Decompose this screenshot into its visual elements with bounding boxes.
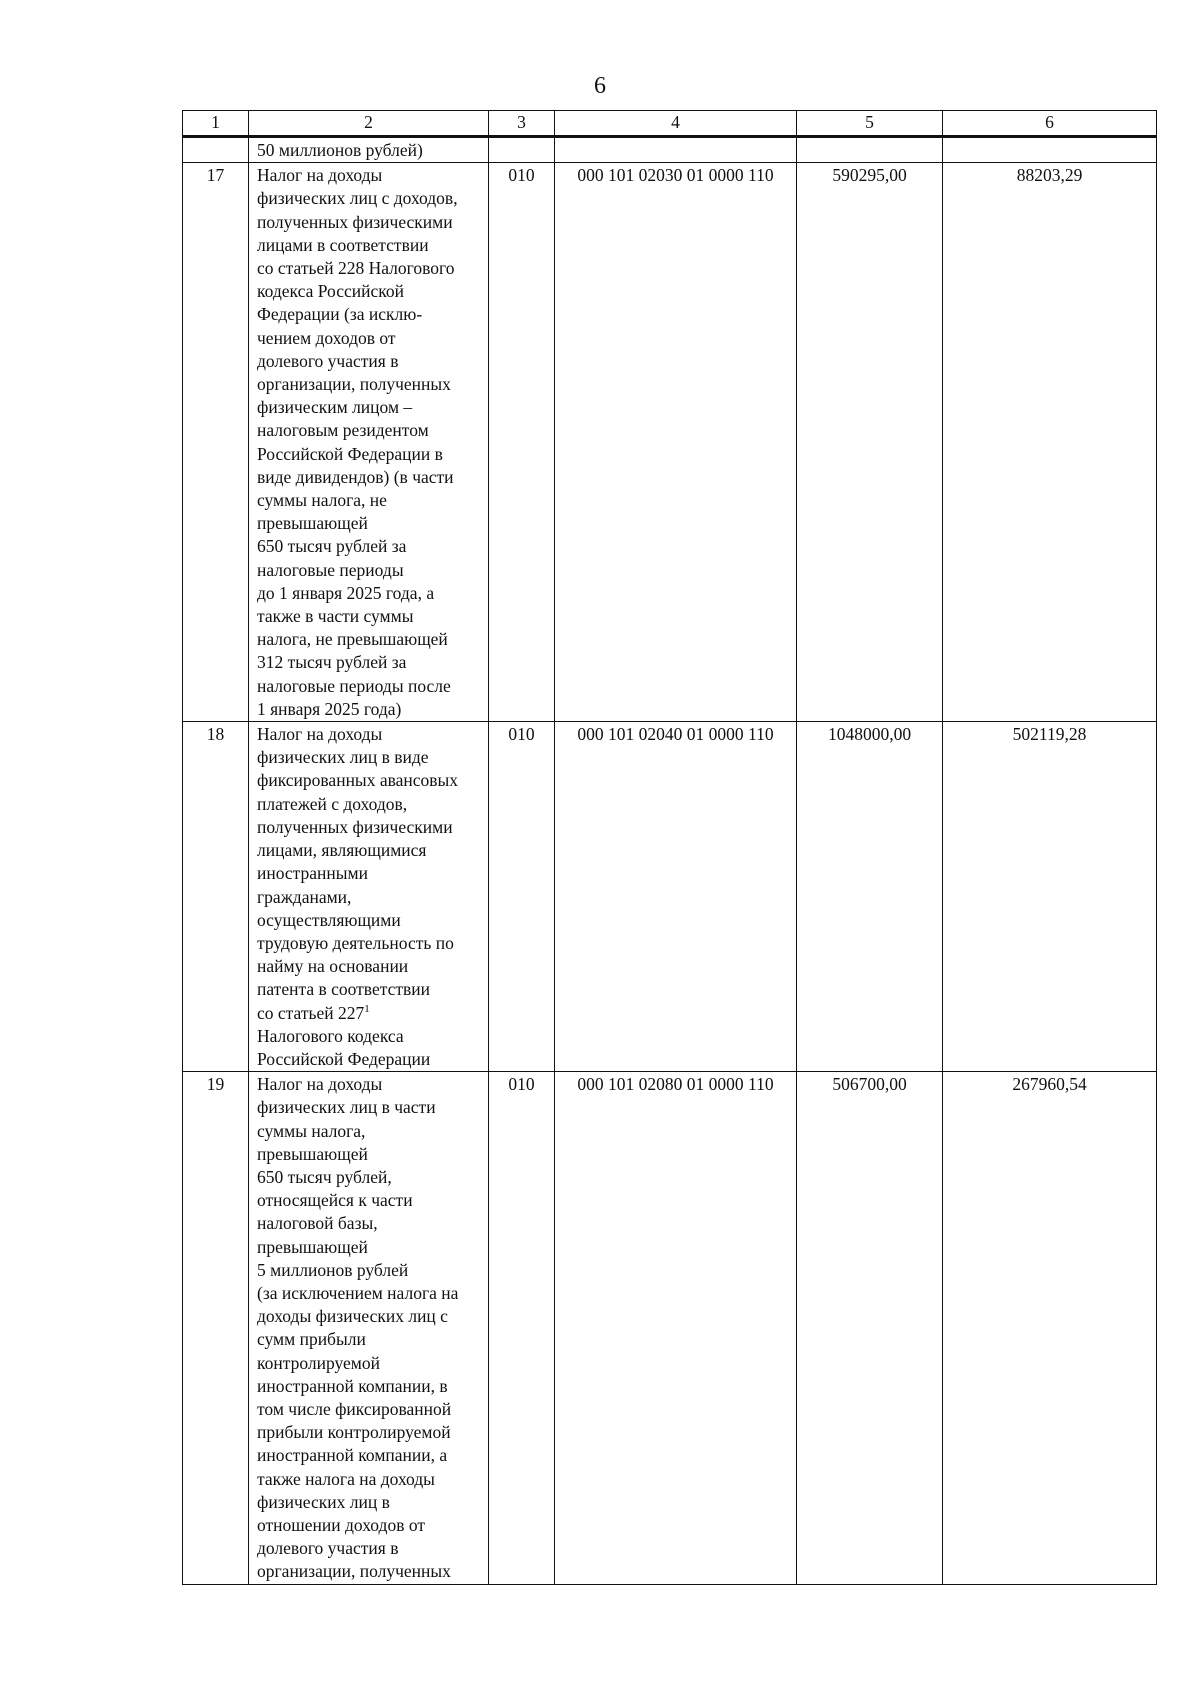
row-name-line bbox=[257, 909, 480, 932]
row-name-text: до 1 января 2025 года, а bbox=[257, 582, 435, 603]
row-actual-amount bbox=[943, 137, 1157, 163]
row-name-text: прибыли контролируемой bbox=[257, 1422, 451, 1443]
row-actual-amount: 88203,29 bbox=[943, 163, 1157, 722]
row-name-text: Российской Федерации в bbox=[257, 443, 443, 464]
row-name-line bbox=[257, 1259, 480, 1282]
row-name-line bbox=[257, 698, 480, 721]
budget-table bbox=[182, 110, 1157, 1585]
header-col-2: 2 bbox=[249, 111, 489, 137]
table-row bbox=[183, 1072, 1157, 1584]
row-actual-amount: 502119,28 bbox=[943, 722, 1157, 1072]
row-name-line bbox=[257, 257, 480, 280]
row-name-line bbox=[257, 1143, 480, 1166]
row-name-text: полученных физическими bbox=[257, 211, 453, 232]
table-row bbox=[183, 163, 1157, 722]
row-name-text: со статьей 228 Налогового bbox=[257, 258, 455, 279]
row-name-text: суммы налога, не bbox=[257, 490, 387, 511]
row-name-text: относящейся к части bbox=[257, 1190, 413, 1211]
row-name-line bbox=[257, 1491, 480, 1514]
header-col-1: 1 bbox=[183, 111, 249, 137]
page-number: 6 bbox=[594, 73, 606, 99]
row-name-text: Налог на доходы bbox=[257, 165, 383, 186]
row-name-text: 1 января 2025 года) bbox=[257, 698, 402, 719]
table-row bbox=[183, 722, 1157, 1072]
row-name-text: суммы налога, bbox=[257, 1120, 366, 1141]
row-budget-code bbox=[555, 137, 797, 163]
row-name-line bbox=[257, 1073, 480, 1096]
row-name-text: Налог на доходы bbox=[257, 1074, 383, 1095]
row-name-text: также налога на доходы bbox=[257, 1468, 435, 1489]
row-name-text: осуществляющими bbox=[257, 909, 401, 930]
header-row bbox=[183, 111, 1157, 137]
row-name-line bbox=[257, 489, 480, 512]
row-name-text: отношении доходов от bbox=[257, 1514, 426, 1535]
row-name-text: кодекса Российской bbox=[257, 281, 404, 302]
row-name-line bbox=[257, 303, 480, 326]
row-name-line bbox=[257, 675, 480, 698]
row-name-line bbox=[257, 139, 480, 162]
row-name-text: превышающей bbox=[257, 1143, 368, 1164]
row-name-line bbox=[257, 1398, 480, 1421]
row-name-text: Российской Федерации bbox=[257, 1048, 431, 1069]
row-name-text: трудовую деятельность по bbox=[257, 932, 454, 953]
row-name-line bbox=[257, 793, 480, 816]
row-name-line bbox=[257, 1328, 480, 1351]
row-name bbox=[249, 722, 489, 1072]
row-budget-code: 000 101 02080 01 0000 110 bbox=[555, 1072, 797, 1584]
row-name-text: Налогового кодекса bbox=[257, 1025, 404, 1046]
row-name-line bbox=[257, 932, 480, 955]
row-name-text: физических лиц в bbox=[257, 1491, 390, 1512]
row-name-text: лицами, являющимися bbox=[257, 840, 427, 861]
row-name-text: организации, полученных bbox=[257, 1561, 451, 1582]
row-name-line bbox=[257, 327, 480, 350]
row-name-text: гражданами, bbox=[257, 886, 352, 907]
row-name-line bbox=[257, 1375, 480, 1398]
row-name-line bbox=[257, 1468, 480, 1491]
row-name-text: долевого участия в bbox=[257, 1538, 399, 1559]
row-name-line bbox=[257, 978, 480, 1001]
row-budget-code: 000 101 02030 01 0000 110 bbox=[555, 163, 797, 722]
row-name-text: найму на основании bbox=[257, 956, 409, 977]
row-name-line bbox=[257, 559, 480, 582]
row-name-line bbox=[257, 373, 480, 396]
row-name-text: налоговой базы, bbox=[257, 1213, 378, 1234]
row-name-text: физических лиц в части bbox=[257, 1097, 436, 1118]
row-name-text: контролируемой bbox=[257, 1352, 380, 1373]
row-planned-amount: 590295,00 bbox=[797, 163, 943, 722]
row-col3-code bbox=[489, 137, 555, 163]
row-name-line bbox=[257, 1305, 480, 1328]
row-name-line bbox=[257, 839, 480, 862]
row-name-text: фиксированных авансовых bbox=[257, 770, 459, 791]
row-name-text: 650 тысяч рублей, bbox=[257, 1166, 392, 1187]
row-name-text: долевого участия в bbox=[257, 350, 399, 371]
header-col-6: 6 bbox=[943, 111, 1157, 137]
row-name bbox=[249, 163, 489, 722]
row-name-text: налоговым резидентом bbox=[257, 420, 429, 441]
row-name-text: налоговые периоды bbox=[257, 559, 404, 580]
article-superscript: 1 bbox=[364, 1002, 370, 1015]
row-name-text: иностранными bbox=[257, 863, 368, 884]
row-number: 19 bbox=[183, 1072, 249, 1584]
row-name-line bbox=[257, 535, 480, 558]
row-name-line bbox=[257, 419, 480, 442]
row-name-line bbox=[257, 1120, 480, 1143]
row-name-line bbox=[257, 466, 480, 489]
row-name-line bbox=[257, 1025, 480, 1048]
row-name-line bbox=[257, 1537, 480, 1560]
row-name-text: чением доходов от bbox=[257, 327, 396, 348]
row-name-line bbox=[257, 1514, 480, 1537]
row-name-text: иностранной компании, а bbox=[257, 1445, 448, 1466]
row-name-text: патента в соответствии bbox=[257, 979, 430, 1000]
row-name-text: налога, не превышающей bbox=[257, 629, 448, 650]
row-name-line bbox=[257, 187, 480, 210]
row-name-line bbox=[257, 605, 480, 628]
row-number: 17 bbox=[183, 163, 249, 722]
row-name-text: доходы физических лиц с bbox=[257, 1306, 448, 1327]
row-name-text: 650 тысяч рублей за bbox=[257, 536, 407, 557]
row-name-line bbox=[257, 280, 480, 303]
row-col3-code: 010 bbox=[489, 722, 555, 1072]
row-name-line bbox=[257, 746, 480, 769]
row-number bbox=[183, 137, 249, 163]
row-actual-amount: 267960,54 bbox=[943, 1072, 1157, 1584]
row-name-text: иностранной компании, в bbox=[257, 1375, 448, 1396]
row-name-text: платежей с доходов, bbox=[257, 793, 408, 814]
row-name-text: виде дивидендов) (в части bbox=[257, 466, 454, 487]
row-name-line bbox=[257, 1282, 480, 1305]
row-name-line bbox=[257, 769, 480, 792]
row-name-line bbox=[257, 1048, 480, 1071]
row-name-text: лицами в соответствии bbox=[257, 234, 429, 255]
row-name-line bbox=[257, 164, 480, 187]
row-name-line bbox=[257, 1096, 480, 1119]
row-name-line bbox=[257, 723, 480, 746]
row-name-line bbox=[257, 1560, 480, 1583]
row-name-line bbox=[257, 1236, 480, 1259]
row-col3-code: 010 bbox=[489, 163, 555, 722]
row-name-text: 50 миллионов рублей) bbox=[257, 140, 423, 160]
row-name-text: физических лиц в виде bbox=[257, 747, 429, 768]
row-name-text: 312 тысяч рублей за bbox=[257, 652, 407, 673]
row-name-text: 5 миллионов рублей bbox=[257, 1259, 409, 1280]
row-name-line bbox=[257, 816, 480, 839]
row-name-text: организации, полученных bbox=[257, 374, 451, 395]
row-planned-amount bbox=[797, 137, 943, 163]
row-name-line bbox=[257, 211, 480, 234]
row-name-text: со статьей 227 bbox=[257, 1002, 365, 1023]
row-name-text: превышающей bbox=[257, 1236, 368, 1257]
row-name-text: превышающей bbox=[257, 513, 368, 534]
row-name-line bbox=[257, 396, 480, 419]
row-name-text: Налог на доходы bbox=[257, 724, 383, 745]
row-planned-amount: 506700,00 bbox=[797, 1072, 943, 1584]
row-name-text: том числе фиксированной bbox=[257, 1398, 452, 1419]
row-planned-amount: 1048000,00 bbox=[797, 722, 943, 1072]
header-col-5: 5 bbox=[797, 111, 943, 137]
row-name-text: (за исключением налога на bbox=[257, 1282, 459, 1303]
row-name-text: физическим лицом – bbox=[257, 397, 413, 418]
row-col3-code: 010 bbox=[489, 1072, 555, 1584]
row-name-line bbox=[257, 443, 480, 466]
row-name-line bbox=[257, 628, 480, 651]
row-name-text: налоговые периоды после bbox=[257, 675, 451, 696]
row-name-line bbox=[257, 1212, 480, 1235]
header-col-3: 3 bbox=[489, 111, 555, 137]
row-name-line bbox=[257, 886, 480, 909]
row-name-text: Федерации (за исклю- bbox=[257, 304, 423, 325]
row-name-text: также в части суммы bbox=[257, 606, 414, 627]
row-name-line bbox=[257, 651, 480, 674]
row-name-line bbox=[257, 1444, 480, 1467]
row-name-line bbox=[257, 862, 480, 885]
row-name-line bbox=[257, 1421, 480, 1444]
row-name-line bbox=[257, 955, 480, 978]
row-name-text: полученных физическими bbox=[257, 816, 453, 837]
row-name-line bbox=[257, 582, 480, 605]
row-name-line bbox=[257, 1002, 480, 1025]
table-row bbox=[183, 137, 1157, 163]
header-col-4: 4 bbox=[555, 111, 797, 137]
row-name-line bbox=[257, 1189, 480, 1212]
row-budget-code: 000 101 02040 01 0000 110 bbox=[555, 722, 797, 1072]
row-name-text: физических лиц с доходов, bbox=[257, 188, 458, 209]
row-name-line bbox=[257, 1352, 480, 1375]
row-name bbox=[249, 1072, 489, 1584]
row-number: 18 bbox=[183, 722, 249, 1072]
row-name-line bbox=[257, 350, 480, 373]
row-name-line bbox=[257, 234, 480, 257]
row-name bbox=[249, 137, 489, 163]
row-name-line bbox=[257, 1166, 480, 1189]
row-name-text: сумм прибыли bbox=[257, 1329, 366, 1350]
row-name-line bbox=[257, 512, 480, 535]
table-body bbox=[183, 137, 1157, 1585]
